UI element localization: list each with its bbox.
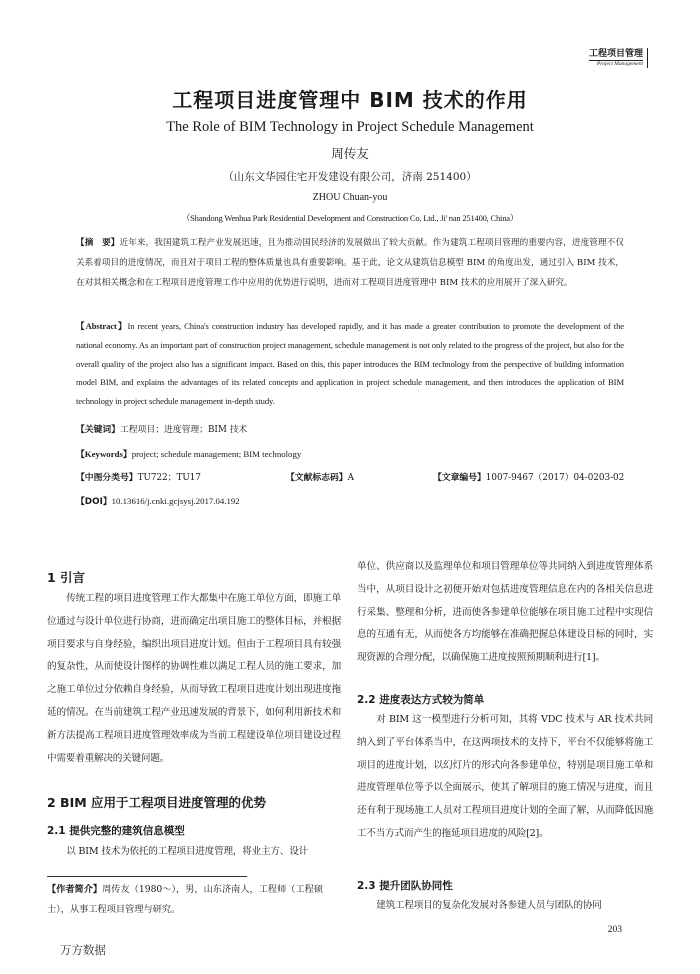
keywords-zh-label: 【关键词】 <box>76 425 120 435</box>
footnote-divider <box>47 876 247 877</box>
clc-label: 【中图分类号】 <box>76 473 138 483</box>
doc-code-value: A <box>347 473 354 483</box>
section-2-3-paragraph: 建筑工程项目的复杂化发展对各参建人员与团队的协同 <box>376 900 602 911</box>
document-code <box>286 471 354 485</box>
article-number-label: 【文章编号】 <box>433 473 486 483</box>
section-2-1-paragraph-cont: 单位、供应商以及监理单位和项目管理单位等共同纳入到进度管理体系当中，从项目设计之初便开始对包括进度管理信息在内的各相关信息进行采集、整理和分析，进而使各参建单位能够在项目施工过程中实现信息的互通有无，从而使各方均能够在准确把握总体建设目标的同时，实现资源的合理分配，以确保施工进度按照预期顺利进行[1]。 <box>357 561 653 664</box>
keywords-en-label: 【Keywords】 <box>76 449 132 459</box>
watermark: 万方数据 <box>60 943 106 957</box>
doi-value: 10.13616/j.cnki.gcjsysj.2017.04.192 <box>111 496 240 506</box>
abstract-zh-label: 【摘 要】 <box>76 238 120 248</box>
article-number <box>433 471 624 485</box>
author-name-zh: 周传友 <box>331 146 369 161</box>
section-2-1-paragraph-start: 以 BIM 技术为依托的工程项目进度管理，将业主方、设计 <box>66 846 309 857</box>
section-2-heading: 2 BIM 应用于工程项目进度管理的优势 <box>47 795 267 810</box>
clc-number <box>76 471 201 485</box>
abstract-en-text: In recent years, China's construction industry has developed rapidly, and it has made a greater contribution to promote the development of the national economy. As an important part of construction project management, schedule management is not only related to the progress of the project, but also for the overall quality of the project also has a significant impact. Based on this, this paper introduces the BIM technology from the perspective of building information model BIM, and explains the advantages of its related concepts and application in project schedule management, and then introduces the application of BIM technology in project schedule management in-depth study. <box>76 321 624 407</box>
keywords-zh <box>76 423 624 437</box>
abstract-en <box>76 317 624 411</box>
affiliation-en: （Shandong Wenhua Park Residential Development and Construction Co. Ltd., Ji' nan 251400, China） <box>181 213 519 223</box>
keywords-zh-text: 工程项目；进度管理；BIM 技术 <box>120 425 248 435</box>
affiliation-zh: （山东文华园住宅开发建设有限公司，济南 251400） <box>223 171 477 183</box>
section-1-paragraph: 传统工程的项目进度管理工作大都集中在施工单位方面，即施工单位通过与设计单位进行协商，进而确定出项目施工的整体目标，并根据项目要求与自身经验，编织出项目进度计划。但由于工程项目具有较强的复杂性，从而使设计图样的协调性难以满足工程人员的施工要求，加之施工单位过分依赖自身经验，从而导致工程项目进度计划出现进度拖延的情况。在当前建筑工程产业迅速发展的背景下，如何利用新技术和新方法提高工程项目进度管理效率成为当前工程建设单位项目建设过程中需要着重解决的关键问题。 <box>47 593 341 764</box>
keywords-en <box>76 447 624 461</box>
page-number: 203 <box>607 925 622 935</box>
article-number-value: 1007-9467（2017）04-0203-02 <box>485 473 625 483</box>
keywords-en-text: project; schedule management; BIM technology <box>131 449 302 459</box>
abstract-zh-text: 近年来，我国建筑工程产业发展迅速，且为推动国民经济的发展做出了较大贡献。作为建筑工程项目管理的重要内容，进度管理不仅关系着项目的进度情况，而且对于项目工程的整体质量也具有重要影响。基于此，论文从建筑信息模型 BIM 的角度出发，通过引入 BIM 技术，在对其相关概念和在工程项目进度管理工作中应用的优势进行说明，进而对工程项目进度管理中 BIM 技术的应用展开了深入研究。 <box>76 238 624 288</box>
section-2-1-heading: 2.1 提供完整的建筑信息模型 <box>47 825 185 837</box>
title-zh: 工程项目进度管理中 BIM 技术的作用 <box>172 88 528 112</box>
section-2-2-paragraph: 对 BIM 这一模型进行分析可知，其将 VDC 技术与 AR 技术共同纳入到了平台体系当中，在这两项技术的支持下，平台不仅能够将施工项目的进度计划，以幻灯片的形式向各参建单位，特别是项目施工单和进度管理单位等予以全面展示，使其了解项目的施工情况与进度，而且还有利于现场施工人员对工程项目进度计划的全面了解，从而降低因施工不当方式而产生的拖延项目进度的风险[2]。 <box>357 714 653 839</box>
doi-label: 【DOI】 <box>76 497 112 507</box>
section-1-heading: 1 引言 <box>47 570 86 585</box>
running-header <box>589 48 648 68</box>
section-label-zh: 工程项目管理 <box>588 49 643 59</box>
section-2-3-heading: 2.3 提升团队协同性 <box>357 880 453 892</box>
author-name-en: ZHOU Chuan-you <box>312 192 388 203</box>
abstract-en-label: 【Abstract】 <box>76 321 128 331</box>
author-footnote <box>47 880 341 920</box>
title-en: The Role of BIM Technology in Project Schedule Management <box>166 119 534 135</box>
doc-code-label: 【文献标志码】 <box>286 473 348 483</box>
doi-line <box>76 494 624 509</box>
abstract-zh <box>76 233 624 293</box>
footnote-label: 【作者简介】 <box>47 884 103 895</box>
footnote-text: 周传友（1980～），男，山东济南人，工程师（工程硕士），从事工程项目管理与研究。 <box>47 884 324 915</box>
clc-value: TU722；TU17 <box>137 473 201 483</box>
section-label-en: Project Management <box>589 60 643 68</box>
section-2-2-heading: 2.2 进度表达方式较为简单 <box>357 694 485 706</box>
